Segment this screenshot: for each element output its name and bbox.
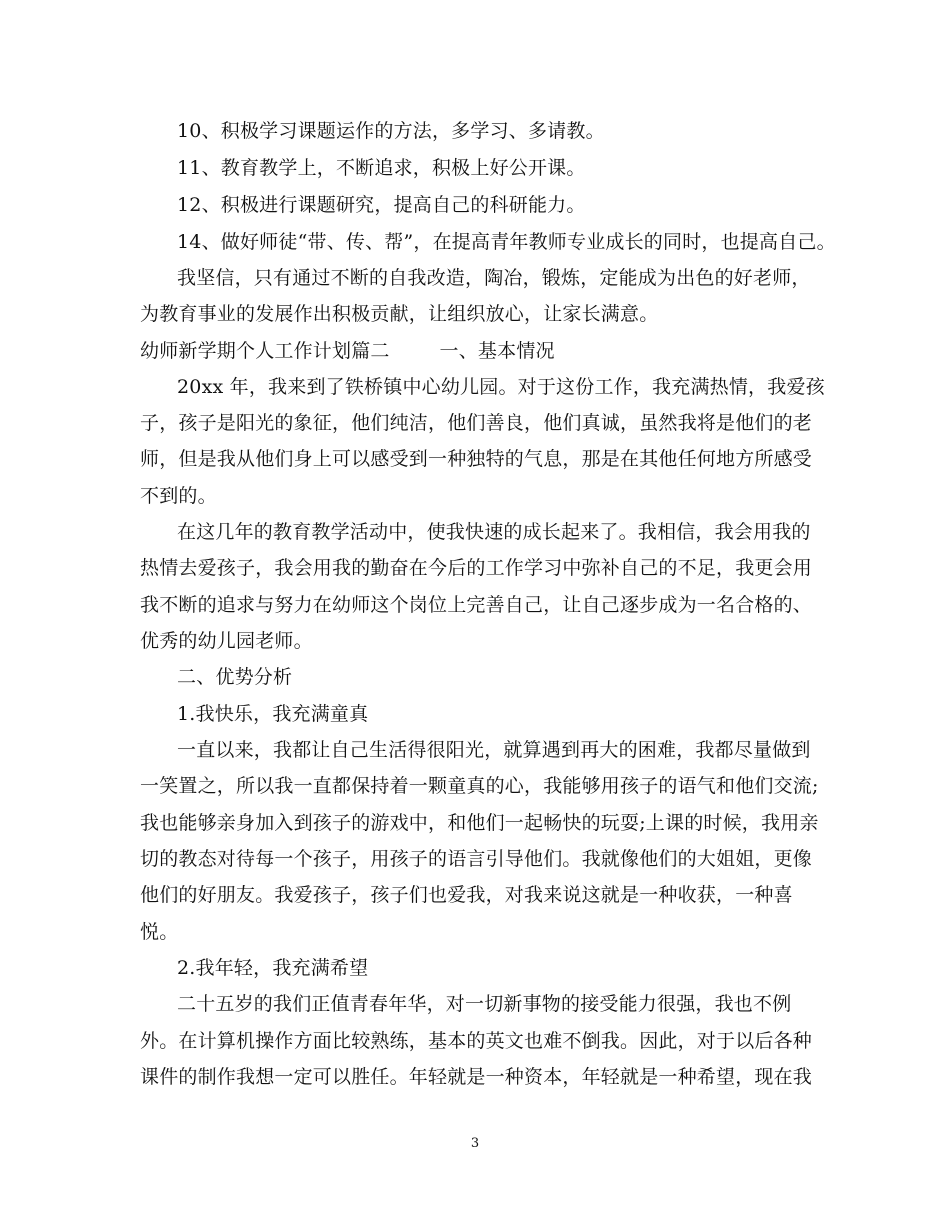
page-number: 3 [470, 1136, 480, 1151]
text-line: 10、积极学习课题运作的方法，多学习、多请教。 [177, 120, 605, 142]
text-line: 我也能够亲身加入到孩子的游戏中，和他们一起畅快的玩耍;上课的时候，我用亲 [140, 812, 819, 834]
text-line: 悦。 [140, 921, 179, 943]
text-line: 切的教态对待每一个孩子，用孩子的语言引导他们。我就像他们的大姐姐，更像 [140, 848, 813, 870]
text-line: 12、积极进行课题研究，提高自己的科研能力。 [177, 194, 586, 216]
text-line: 20xx 年，我来到了铁桥镇中心幼儿园。对于这份工作，我充满热情，我爱孩 [177, 376, 825, 398]
text-line: 师，但是我从他们身上可以感受到一种独特的气息，那是在其他任何地方所感受 [140, 448, 813, 470]
text-line: 不到的。 [140, 485, 217, 507]
section-heading: 二、优势分析 [177, 666, 293, 688]
text-line: 在这几年的教育教学活动中，使我快速的成长起来了。我相信，我会用我的 [177, 521, 811, 543]
text-line: 一直以来，我都让自己生活得很阳光，就算遇到再大的困难，我都尽量做到 [177, 739, 811, 761]
subsection-heading: 1.我快乐，我充满童真 [177, 703, 369, 725]
text-line: 11、教育教学上，不断追求，积极上好公开课。 [177, 157, 586, 179]
text-line: 我不断的追求与努力在幼师这个岗位上完善自己，让自己逐步成为一名合格的、 [140, 594, 813, 616]
text-line: 二十五岁的我们正值青春年华，对一切新事物的接受能力很强，我也不例 [177, 993, 792, 1015]
text-line: 为教育事业的发展作出积极贡献，让组织放心，让家长满意。 [140, 303, 659, 325]
text-line: 子，孩子是阳光的象征，他们纯洁，他们善良，他们真诚，虽然我将是他们的老 [140, 412, 813, 434]
text-line: 14、做好师徒“带、传、帮”，在提高青年教师专业成长的同时，也提高自己。 [177, 231, 836, 253]
subsection-heading: 2.我年轻，我充满希望 [177, 957, 369, 979]
text-line: 课件的制作我想一定可以胜任。年轻就是一种资本，年轻就是一种希望，现在我 [140, 1066, 813, 1088]
text-line: 我坚信，只有通过不断的自我改造，陶冶，锻炼，定能成为出色的好老师， [177, 267, 811, 289]
text-line: 热情去爱孩子，我会用我的勤奋在今后的工作学习中弥补自己的不足，我更会用 [140, 557, 813, 579]
section-heading: 幼师新学期个人工作计划篇二 一、基本情况 [140, 340, 555, 362]
text-line: 一笑置之，所以我一直都保持着一颗童真的心，我能够用孩子的语气和他们交流; [140, 775, 819, 797]
text-line: 外。在计算机操作方面比较熟练，基本的英文也难不倒我。因此，对于以后各种 [140, 1030, 813, 1052]
text-line: 优秀的幼儿园老师。 [140, 630, 313, 652]
text-line: 他们的好朋友。我爱孩子，孩子们也爱我，对我来说这就是一种收获，一种喜 [140, 884, 793, 906]
